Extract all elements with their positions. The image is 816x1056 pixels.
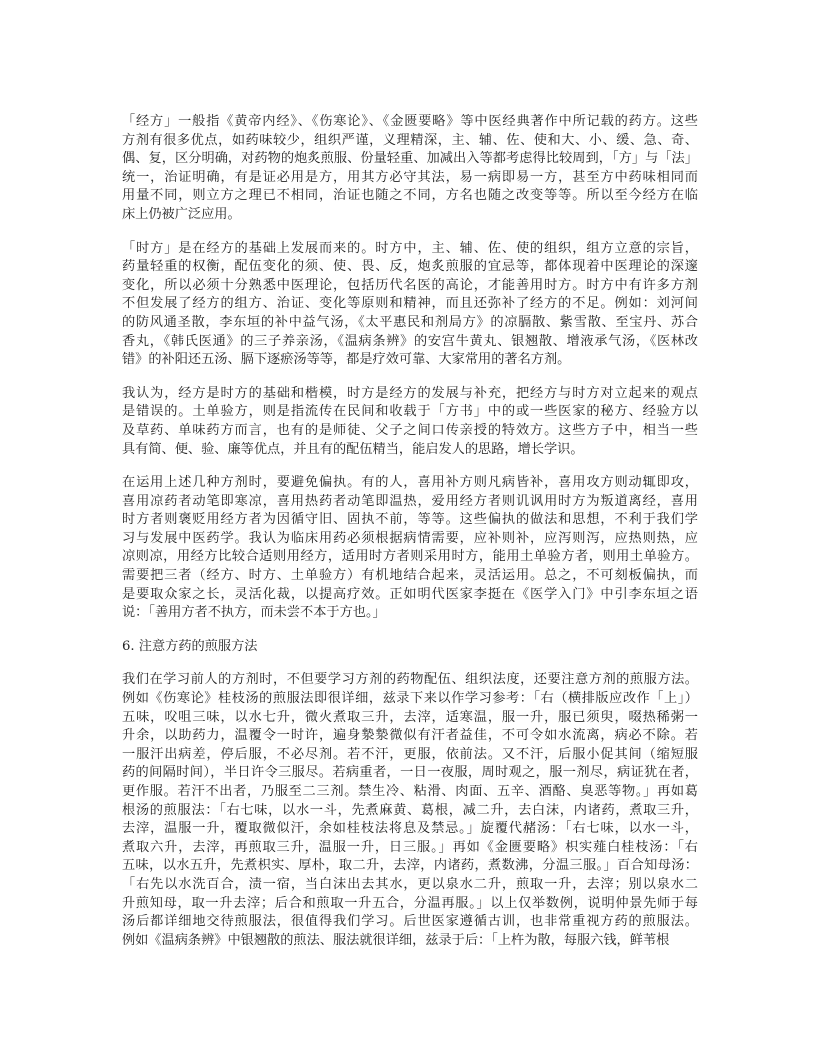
text-line: 更作服。若汗不出者，乃服至二三剂。禁生冷、粘滑、肉面、五辛、酒酪、臭恶等物。」再如葛 bbox=[122, 784, 698, 799]
text-line: 煮取六升，去滓，再煎取三升，温服一升，日三服。」再如《金匮要略》枳实薤白桂枝汤：「右 bbox=[122, 839, 698, 855]
text-line: 升煎知母，取一升去滓；后合和煎取一升五合，分温再服。」以上仅举数例，说明仲景先师于每 bbox=[122, 895, 698, 911]
text-line: 时方者则褒贬用经方者为因循守旧、固执不前，等等。这些偏执的做法和思想，不利于我们学 bbox=[122, 512, 698, 528]
text-line: 偶、复，区分明确，对药物的炮炙煎服、份量轻重、加减出入等都考虑得比较周到，「方」与「法」 bbox=[122, 151, 698, 167]
text-line: 一服汗出病差，停后服，不必尽剂。若不汗，更服，依前法。又不汗，后服小促其间（缩短服 bbox=[122, 746, 698, 762]
text-line: 我们在学习前人的方剂时，不但要学习方剂的药物配伍、组织法度，还要注意方剂的煎服方法。 bbox=[122, 672, 698, 688]
paragraph bbox=[122, 474, 698, 623]
text-line: 需要把三者（经方、时方、土单验方）有机地结合起来，灵活运用。总之，不可刻板偏执，而 bbox=[122, 568, 698, 584]
text-line: 习与发展中医药学。我认为临床用药必须根据病情需要，应补则补，应泻则泻，应热则热，应 bbox=[122, 530, 698, 546]
paragraph bbox=[122, 671, 698, 950]
paragraph bbox=[122, 240, 698, 370]
text-line: 药量轻重的权衡，配伍变化的须、使、畏、反，炮炙煎服的宜忌等，都体现着中医理论的深邃 bbox=[122, 259, 698, 275]
text-line: 「时方」是在经方的基础上发展而来的。时方中，主、辅、佐、使的组织，组方立意的宗旨， bbox=[122, 240, 698, 256]
text-line: 具有简、便、验、廉等优点，并且有的配伍精当，能启发人的思路，增长学识。 bbox=[122, 441, 584, 457]
text-line: 去滓，温服一升，覆取微似汗，余如桂枝法将息及禁忌。」旋覆代赭汤：「右七味，以水一斗， bbox=[122, 821, 698, 837]
text-line: 药的间隔时间），半日许令三服尽。若病重者，一日一夜服，周时观之，服一剂尽，病证犹在者， bbox=[122, 765, 698, 781]
text-line: 6. 注意方药的煎服方法 bbox=[122, 638, 258, 654]
text-line: 例如《温病条辨》中银翘散的煎法、服法就很详细，兹录于后：「上杵为散，每服六钱，鲜苇根 bbox=[122, 932, 670, 948]
paragraph bbox=[122, 385, 698, 459]
text-line: 凉则凉，用经方比较合适则用经方，适用时方者则采用时方，能用土单验方者，则用土单验方。 bbox=[122, 549, 698, 565]
text-line: 不但发展了经方的组方、治证、变化等原则和精神，而且还弥补了经方的不足。例如：刘河间 bbox=[122, 296, 698, 312]
paragraph bbox=[122, 113, 698, 225]
text-line: 统一，治证明确，有是证必用是方，用其方必守其法，易一病即易一方，甚至方中药味相同而 bbox=[122, 169, 698, 185]
text-line: 用量不同，则立方之理已不相同，治证也随之不同，方名也随之改变等等。所以至今经方在临 bbox=[122, 188, 698, 204]
text-line: 变化，所以必须十分熟悉中医理论，包括历代名医的高论，才能善用时方。时方中有许多方剂 bbox=[122, 277, 698, 293]
section-heading bbox=[122, 638, 698, 657]
text-line: 床上仍被广泛应用。 bbox=[122, 206, 241, 222]
text-line: 「右先以水洗百合，渍一宿，当白沫出去其水，更以泉水二升，煎取一升，去滓；别以泉水二 bbox=[122, 876, 698, 892]
text-line: 是错误的。土单验方，则是指流传在民间和收载于「方书」中的或一些医家的秘方、经验方以 bbox=[122, 404, 698, 420]
text-line: 升余，以助药力，温覆令一时许，遍身漐漐微似有汗者益佳，不可令如水流离，病必不除。若 bbox=[122, 728, 698, 744]
text-line: 我认为，经方是时方的基础和楷模，时方是经方的发展与补充，把经方与时方对立起来的观点 bbox=[122, 385, 698, 401]
text-line: 喜用凉药者动笔即寒凉，喜用热药者动笔即温热，爱用经方者则讥讽用时方为叛道离经，喜用 bbox=[122, 493, 698, 509]
text-line: 汤后都详细地交待煎服法，很值得我们学习。后世医家遵循古训，也非常重视方药的煎服法。 bbox=[122, 914, 698, 930]
text-line: 根汤的煎服法：「右七味，以水一斗，先煮麻黄、葛根，减二升，去白沫，内诸药，煮取三升， bbox=[122, 802, 698, 818]
text-line: 「经方」一般指《黄帝内经》、《伤寒论》、《金匮要略》等中医经典著作中所记载的药方。这些 bbox=[122, 114, 698, 129]
text-line: 错》的补阳还五汤、膈下逐瘀汤等等，都是疗效可靠、大家常用的著名方剂。 bbox=[122, 352, 571, 368]
text-line: 是要取众家之长，灵活化裁，以提高疗效。正如明代医家李挺在《医学入门》中引李东垣之语 bbox=[122, 586, 698, 602]
text-line: 及草药、单味药方而言，也有的是师徒、父子之间口传亲授的特效方。这些方子中，相当一些 bbox=[122, 422, 698, 438]
text-line: 香丸，《韩氏医通》的三子养亲汤，《温病条辨》的安宫牛黄丸、银翘散、增液承气汤，《医林改 bbox=[122, 333, 698, 349]
text-line: 方剂有很多优点，如药味较少，组织严谨，义理精深，主、辅、佐、使和大、小、缓、急、奇、 bbox=[122, 132, 698, 148]
text-line: 五味，以水五升，先煮枳实、厚朴，取二升，去滓，内诸药，煮数沸，分温三服。」百合知母汤： bbox=[122, 858, 698, 874]
text-line: 例如《伤寒论》桂枝汤的煎服法即很详细，兹录下来以作学习参考：「右（横排版应改作「上」） bbox=[122, 691, 698, 707]
text-line: 的防风通圣散，李东垣的补中益气汤，《太平惠民和剂局方》的凉膈散、紫雪散、至宝丹、苏合 bbox=[122, 314, 698, 330]
text-line: 在运用上述几种方剂时，要避免偏执。有的人，喜用补方则凡病皆补，喜用攻方则动辄即攻， bbox=[122, 475, 698, 491]
text-line: 说：「善用方者不执方，而未尝不本于方也。」 bbox=[122, 605, 386, 621]
document-body bbox=[122, 113, 698, 965]
text-line: 五味，㕮咀三味，以水七升，微火煮取三升，去滓，适寒温，服一升，服已须臾，啜热稀粥一 bbox=[122, 709, 698, 725]
